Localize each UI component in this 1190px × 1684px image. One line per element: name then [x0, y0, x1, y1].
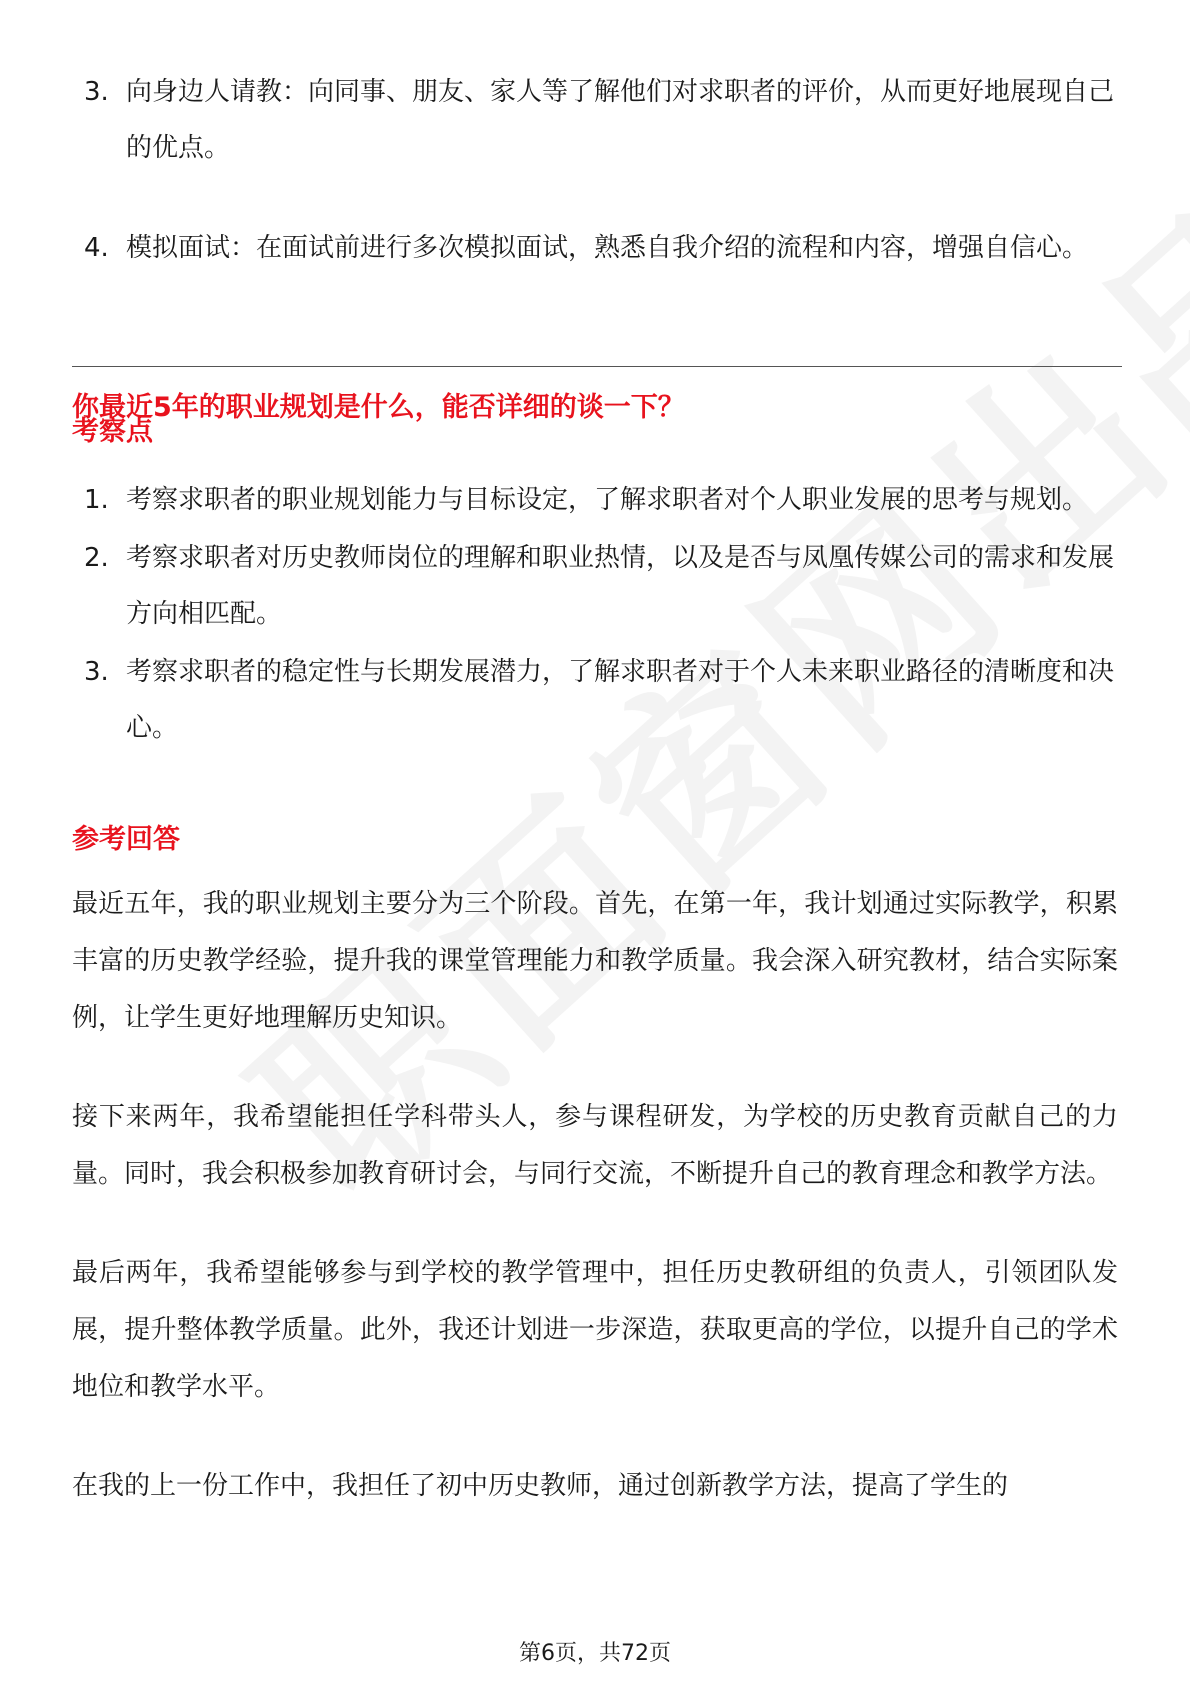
list-item-number: 2.	[84, 543, 109, 573]
list-item-text: 考察求职者的稳定性与长期发展潜力，了解求职者对于个人未来职业路径的清晰度和决心。	[126, 657, 1115, 743]
list-item	[84, 472, 1114, 528]
answer-heading: 参考回答	[72, 824, 180, 855]
tips-list	[84, 64, 1114, 320]
answer-paragraph: 最近五年，我的职业规划主要分为三个阶段。首先，在第一年，我计划通过实际教学，积累丰富的历史教学经验，提升我的课堂管理能力和教学质量。我会深入研究教材，结合实际案例，让学生更好地理解历史知识。	[72, 889, 1118, 1033]
list-item	[84, 220, 1114, 276]
answer-paragraph: 在我的上一份工作中，我担任了初中历史教师，通过创新教学方法，提高了学生的	[72, 1471, 1009, 1501]
list-item	[84, 530, 1114, 642]
list-item-text: 考察求职者对历史教师岗位的理解和职业热情，以及是否与凤凰传媒公司的需求和发展方向相匹配。	[126, 543, 1115, 629]
section-divider	[72, 366, 1122, 367]
list-item-number: 3.	[84, 657, 109, 687]
points-list	[84, 472, 1114, 758]
list-item-number: 4.	[84, 233, 109, 263]
answer-body	[72, 876, 1118, 1557]
list-item-text: 考察求职者的职业规划能力与目标设定，了解求职者对个人职业发展的思考与规划。	[126, 485, 1089, 515]
points-heading: 考察点	[72, 416, 153, 447]
list-item-text: 模拟面试：在面试前进行多次模拟面试，熟悉自我介绍的流程和内容，增强自信心。	[126, 233, 1089, 263]
answer-paragraph: 最后两年，我希望能够参与到学校的教学管理中，担任历史教研组的负责人，引领团队发展，提升整体教学质量。此外，我还计划进一步深造，获取更高的学位，以提升自己的学术地位和教学水平。	[72, 1258, 1118, 1402]
answer-paragraph: 接下来两年，我希望能担任学科带头人，参与课程研发，为学校的历史教育贡献自己的力量。同时，我会积极参加教育研讨会，与同行交流，不断提升自己的教育理念和教学方法。	[72, 1102, 1118, 1189]
list-item-text: 向身边人请教：向同事、朋友、家人等了解他们对求职者的评价，从而更好地展现自己的优点。	[126, 77, 1115, 163]
list-item	[84, 644, 1114, 756]
list-item-number: 1.	[84, 485, 109, 515]
question-title: 你最近5年的职业规划是什么，能否详细的谈一下？	[72, 392, 685, 423]
page-number-footer: 第6页，共72页	[519, 1641, 671, 1666]
list-item-number: 3.	[84, 77, 109, 107]
list-item	[84, 64, 1114, 176]
